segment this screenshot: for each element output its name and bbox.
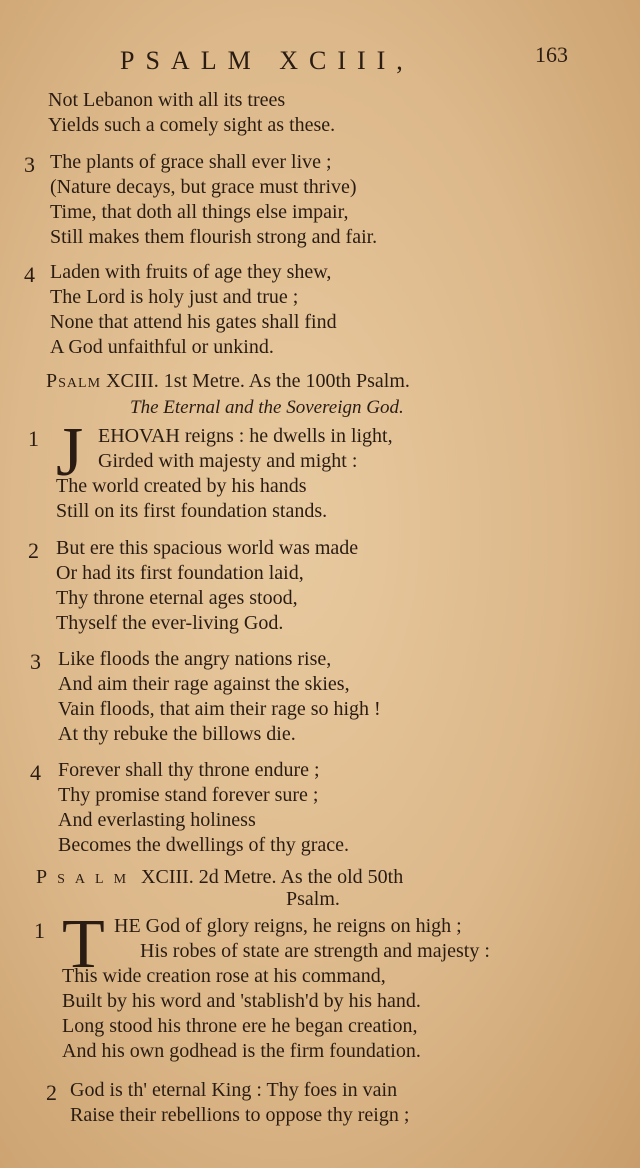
verse-line: Becomes the dwellings of thy grace. [58, 834, 350, 856]
verse-line: Forever shall thy throne endure ; [58, 759, 320, 781]
stanza-number: 1 [28, 426, 39, 451]
verse-line: Thyself the ever-living God. [56, 612, 284, 634]
verse-line: EHOVAH reigns : he dwells in light, [98, 425, 393, 447]
verse-line: God is th' eternal King : Thy foes in vain [70, 1079, 398, 1101]
psalm-heading-line2: Psalm. [286, 888, 340, 910]
verse-line: Like floods the angry nations rise, [58, 648, 332, 670]
psalm-heading-rest: XCIII. 2d Metre. As the old 50th [141, 866, 404, 888]
verse-line: Still on its first foundation stands. [56, 500, 328, 522]
drop-cap: T [62, 906, 105, 983]
header-title: PSALM XCIII, [120, 46, 414, 75]
stanza-number: 3 [24, 152, 35, 177]
stanza-number: 4 [24, 262, 35, 287]
stanza-number: 1 [34, 918, 45, 943]
verse-line: The world created by his hands [56, 475, 307, 497]
verse-line: Thy throne eternal ages stood, [56, 587, 298, 609]
drop-cap: J [56, 414, 84, 491]
stanza-number: 3 [30, 649, 41, 674]
verse-line: At thy rebuke the billows die. [58, 723, 296, 745]
verse-line: Laden with fruits of age they shew, [50, 261, 332, 283]
verse-line: Still makes them flourish strong and fair. [50, 226, 378, 248]
running-header [0, 38, 640, 78]
verse-line: Long stood his throne ere he began creation, [62, 1015, 418, 1037]
verse-line: Time, that doth all things else impair, [50, 201, 349, 223]
verse-line: Not Lebanon with all its trees [48, 89, 286, 111]
verse-line: Built by his word and 'stablish'd by his hand. [62, 990, 421, 1012]
psalm-subtitle: The Eternal and the Sovereign God. [130, 397, 404, 418]
verse-line: The Lord is holy just and true ; [50, 286, 299, 308]
psalm-heading-word: Psalm [36, 866, 137, 888]
psalm-heading-rest: XCIII. 1st Metre. As the 100th Psalm. [106, 370, 410, 392]
psalm-heading [46, 370, 410, 393]
verse-line: A God unfaithful or unkind. [50, 336, 274, 358]
verse-line: But ere this spacious world was made [56, 537, 359, 559]
stanza-number: 2 [46, 1080, 57, 1105]
verse-line: None that attend his gates shall find [50, 311, 337, 333]
verse-line: His robes of state are strength and majesty : [140, 940, 490, 962]
verse-line: Vain floods, that aim their rage so high ! [58, 698, 381, 720]
verse-line: And everlasting holiness [58, 809, 256, 831]
verse-line: Yields such a comely sight as these. [48, 114, 336, 136]
verse-line: Or had its first foundation laid, [56, 562, 304, 584]
verse-line: This wide creation rose at his command, [62, 965, 386, 987]
page-number: 163 [535, 42, 568, 67]
verse-line: Raise their rebellions to oppose thy reign ; [70, 1104, 410, 1126]
verse-line: And his own godhead is the firm foundation. [62, 1040, 421, 1062]
stanza-number: 4 [30, 760, 41, 785]
verse-line: HE God of glory reigns, he reigns on high ; [114, 915, 462, 937]
verse-line: The plants of grace shall ever live ; [50, 151, 332, 173]
verse-line: Thy promise stand forever sure ; [58, 784, 319, 806]
verse-line: And aim their rage against the skies, [58, 673, 350, 695]
psalm-heading [36, 866, 403, 889]
verse-line: (Nature decays, but grace must thrive) [50, 176, 357, 198]
psalm-heading-word: Psalm [46, 370, 102, 392]
verse-line: Girded with majesty and might : [98, 450, 358, 472]
stanza-number: 2 [28, 538, 39, 563]
